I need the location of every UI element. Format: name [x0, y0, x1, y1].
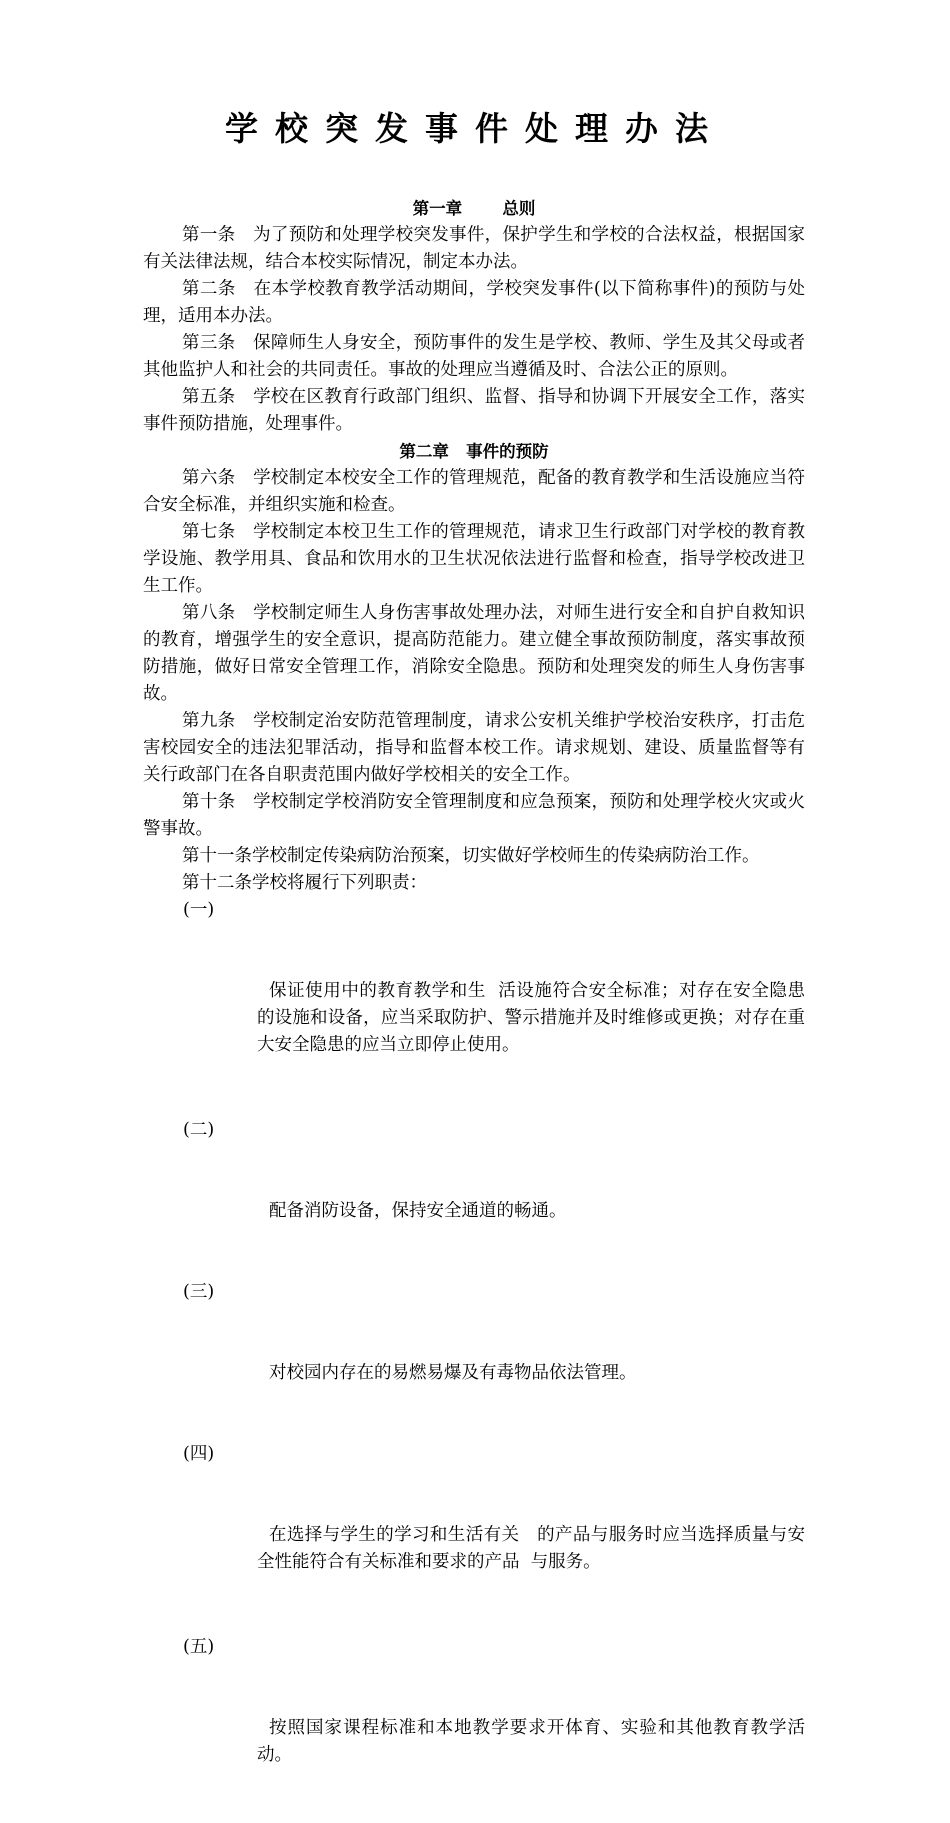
duty-item [143, 1441, 805, 1630]
document-title: 学校突发事件处理办法 [225, 109, 725, 148]
duty-text: 在选择与学生的学习和生活有关 的产品与服务时应当选择质量与安全性能符合有关标准和要求的产品 与服务。 [257, 1525, 805, 1572]
duty-number: (二) [183, 1120, 215, 1140]
duty-number: (三) [183, 1282, 215, 1302]
article-8: 第八条 学校制定师生人身伤害事故处理办法，对师生进行安全和自护自救知识的教育，增强学生的安全意识，提高防范能力。建立健全事故预防制度，落实事故预防措施，做好日常安全管理工作，消除安全隐患。预防和处理突发的师生人身伤害事故。 [143, 603, 805, 704]
article-7: 第七条 学校制定本校卫生工作的管理规范，请求卫生行政部门对学校的教育教学设施、教学用具、食品和饮用水的卫生状况依法进行监督和检查，指导学校改进卫生工作。 [143, 522, 805, 596]
duty-item [143, 1279, 805, 1441]
article-10: 第十条 学校制定学校消防安全管理制度和应急预案，预防和处理学校火灾或火警事故。 [143, 792, 805, 839]
duty-number: (五) [183, 1637, 215, 1657]
article-5: 第五条 学校在区教育行政部门组织、监督、指导和协调下开展安全工作，落实事件预防措施，处理事件。 [143, 387, 805, 434]
duty-item [143, 1634, 805, 1823]
chapter-heading-1: 第一章 总则 [412, 199, 536, 218]
article-12: 第十二条学校将履行下列职责： [182, 873, 427, 893]
duty-text: 按照国家课程标准和本地教学要求开体育、实验和其他教育教学活动。 [257, 1718, 805, 1765]
duty-text: 对校园内存在的易燃易爆及有毒物品依法管理。 [269, 1363, 637, 1383]
article-11: 第十一条学校制定传染病防治预案，切实做好学校师生的传染病防治工作。 [182, 846, 760, 866]
document-body [143, 195, 805, 1823]
article-2: 第二条 在本学校教育教学活动期间，学校突发事件(以下简称事件)的预防与处理，适用本办法。 [143, 279, 805, 326]
article-3: 第三条 保障师生人身安全，预防事件的发生是学校、教师、学生及其父母或者其他监护人和社会的共同责任。事故的处理应当遵循及时、合法公正的原则。 [143, 333, 805, 380]
article-1: 第一条 为了预防和处理学校突发事件，保护学生和学校的合法权益，根据国家有关法律法规，结合本校实际情况，制定本办法。 [143, 225, 805, 272]
article-6: 第六条 学校制定本校安全工作的管理规范，配备的教育教学和生活设施应当符合安全标准，并组织实施和检查。 [143, 468, 805, 515]
duty-text: 保证使用中的教育教学和生 活设施符合安全标准；对存在安全隐患的设施和设备，应当采取防护、警示措施并及时维修或更换；对存在重大安全隐患的应当立即停止使用。 [257, 981, 805, 1055]
duty-number: (四) [183, 1444, 215, 1464]
duty-number: (一) [183, 900, 215, 920]
duty-item [143, 1117, 805, 1279]
duty-item [143, 897, 805, 1113]
duty-text: 配备消防设备，保持安全通道的畅通。 [269, 1201, 567, 1221]
article-9: 第九条 学校制定治安防范管理制度，请求公安机关维护学校治安秩序，打击危害校园安全的违法犯罪活动，指导和监督本校工作。请求规划、建设、质量监督等有关行政部门在各自职责范围内做好学校相关的安全工作。 [143, 711, 805, 785]
chapter-heading-2: 第二章 事件的预防 [399, 442, 549, 461]
